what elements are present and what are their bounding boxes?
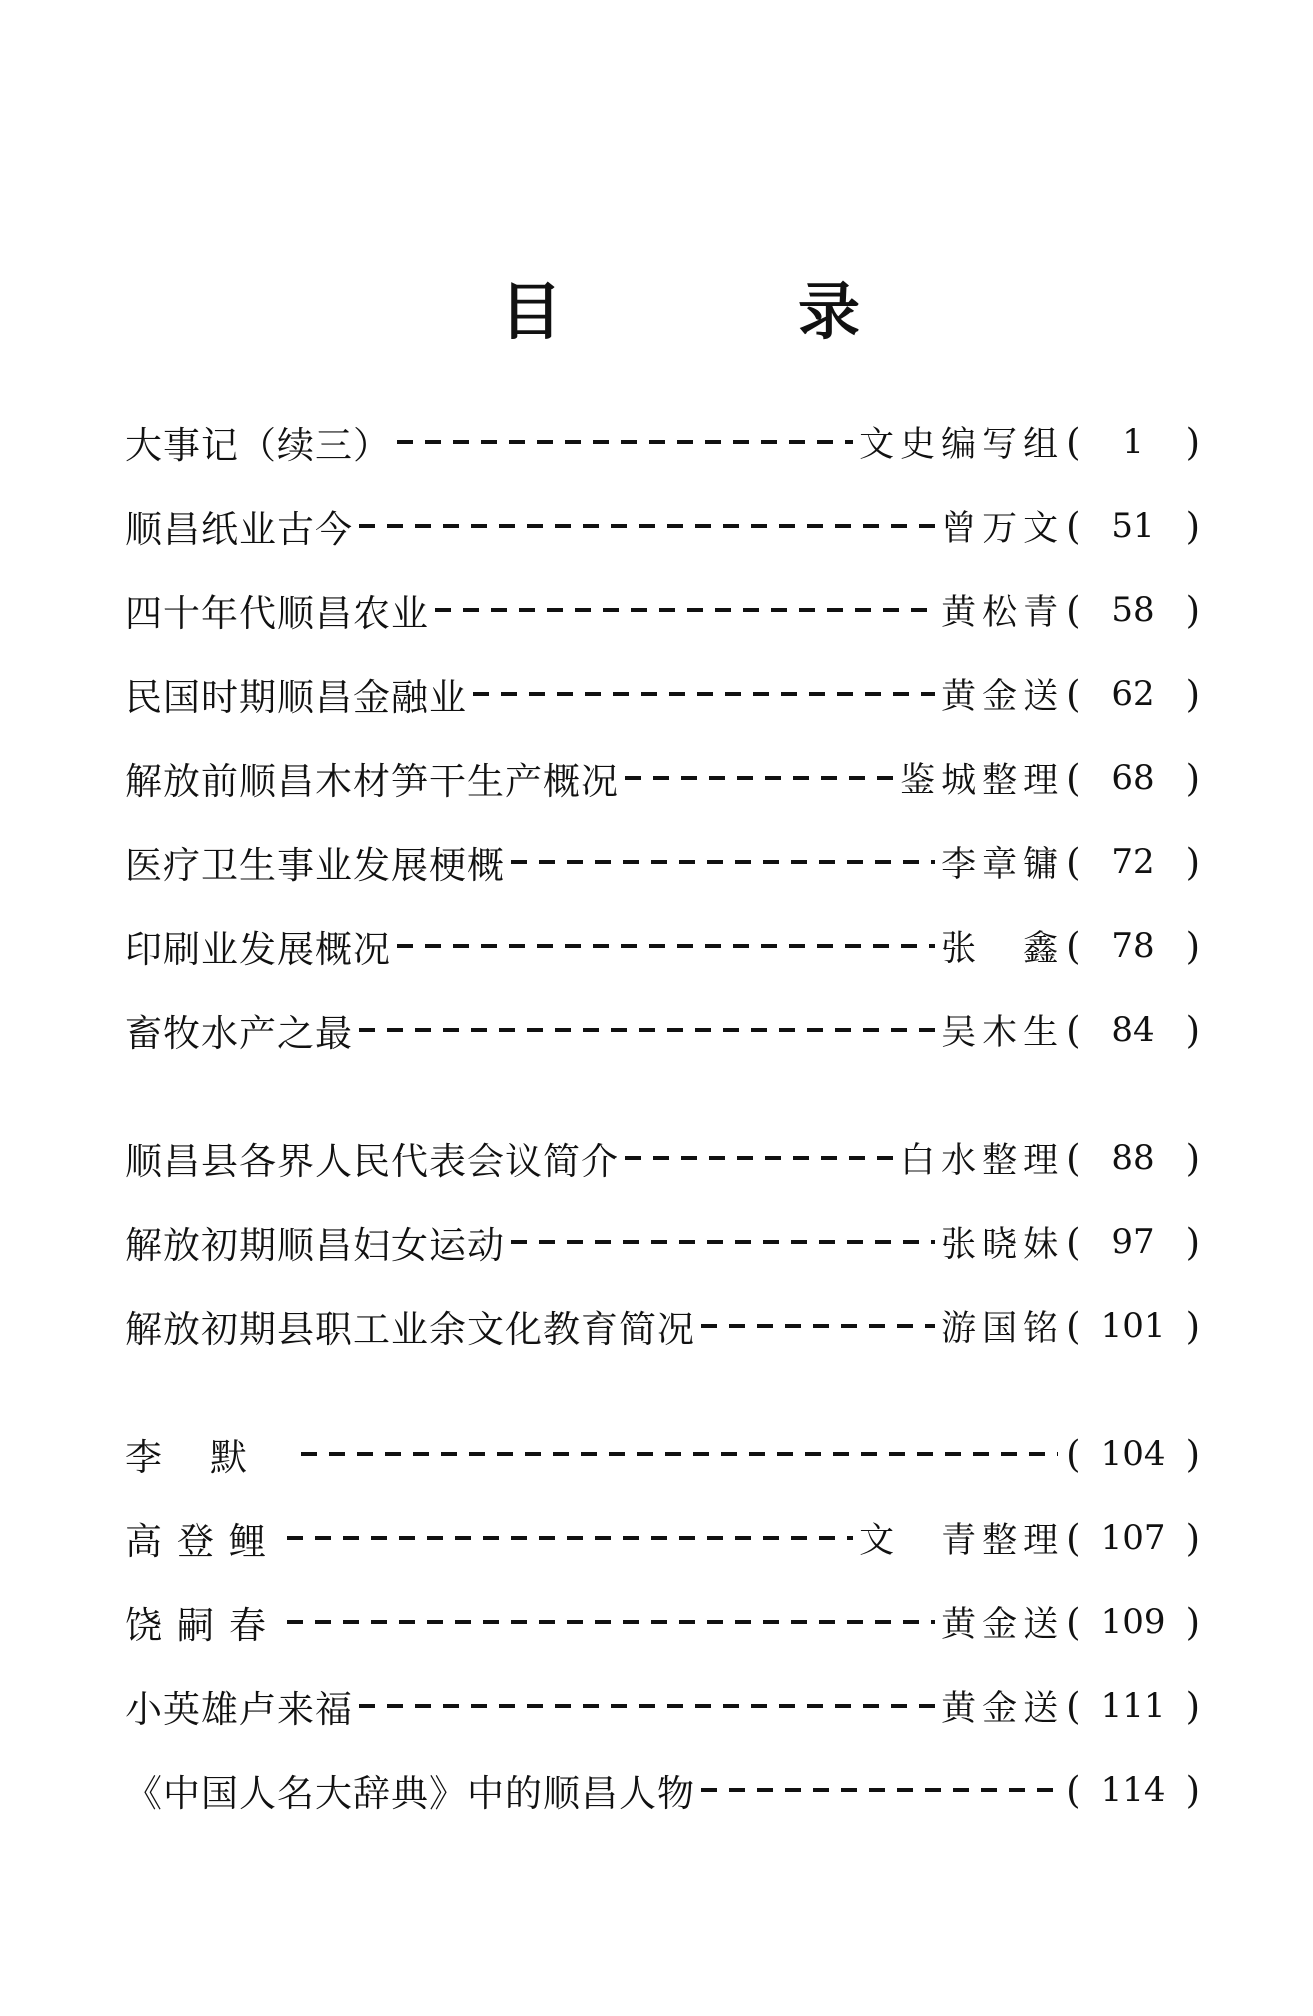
- entry-title: 解放初期顺昌妇女运动: [125, 1224, 505, 1267]
- leader-dashes: [473, 692, 935, 696]
- leader-dashes: [301, 1452, 1058, 1456]
- paren-open: (: [1066, 1516, 1081, 1560]
- paren-open: (: [1066, 1768, 1081, 1812]
- paren-close: ): [1185, 756, 1200, 800]
- toc-entry[interactable]: [125, 748, 1200, 808]
- paren-open: (: [1066, 672, 1081, 716]
- entry-author: 吴木生: [941, 1013, 1065, 1053]
- entry-title: 顺昌县各界人民代表会议简介: [125, 1140, 619, 1183]
- paren-open: (: [1066, 1304, 1081, 1348]
- entry-page-number: 107: [1100, 1518, 1166, 1558]
- entry-page-number: 114: [1100, 1770, 1166, 1810]
- leader-dashes: [359, 524, 935, 528]
- entry-title: 饶嗣春: [125, 1604, 281, 1647]
- paren-close: ): [1185, 504, 1200, 548]
- title-char-1: 目: [500, 275, 563, 348]
- entry-author: 黄金送: [941, 677, 1065, 717]
- entry-title: 四十年代顺昌农业: [125, 592, 429, 635]
- leader-dashes: [397, 944, 935, 948]
- entry-author: 黄松青: [941, 593, 1065, 633]
- entry-page-number: 104: [1100, 1434, 1166, 1474]
- leader-dashes: [701, 1788, 1058, 1792]
- entry-page-number: 72: [1111, 842, 1155, 882]
- entry-page-number: 78: [1111, 926, 1155, 966]
- entry-title: 解放前顺昌木材笋干生产概况: [125, 760, 619, 803]
- entry-page-number: 68: [1111, 758, 1155, 798]
- entry-author: 张晓妹: [941, 1225, 1065, 1265]
- entry-author: 李章镛: [941, 845, 1065, 885]
- leader-dashes: [625, 1156, 894, 1160]
- toc-entry[interactable]: [125, 496, 1200, 556]
- entry-title: 李默: [125, 1436, 295, 1479]
- paren-open: (: [1066, 756, 1081, 800]
- toc-entry[interactable]: [125, 664, 1200, 724]
- title-char-2: 录: [797, 275, 860, 348]
- toc-entry[interactable]: [125, 412, 1200, 472]
- entry-title: 医疗卫生事业发展梗概: [125, 844, 505, 887]
- toc-entry[interactable]: [125, 1592, 1200, 1652]
- paren-close: ): [1185, 672, 1200, 716]
- paren-open: (: [1066, 840, 1081, 884]
- leader-dashes: [511, 1240, 935, 1244]
- entry-page-number: 88: [1111, 1138, 1155, 1178]
- paren-close: ): [1185, 1432, 1200, 1476]
- entry-author: 游国铭: [941, 1309, 1065, 1349]
- paren-open: (: [1066, 588, 1081, 632]
- paren-open: (: [1066, 924, 1081, 968]
- entry-page-number: 62: [1111, 674, 1155, 714]
- paren-close: ): [1185, 588, 1200, 632]
- entry-page-number: 84: [1111, 1010, 1155, 1050]
- paren-open: (: [1066, 504, 1081, 548]
- entry-page-number: 58: [1111, 590, 1155, 630]
- entry-title: 解放初期县职工业余文化教育简况: [125, 1308, 695, 1351]
- leader-dashes: [435, 608, 935, 612]
- toc-entry[interactable]: [125, 1296, 1200, 1356]
- paren-close: ): [1185, 840, 1200, 884]
- entry-author: 黄金送: [941, 1605, 1065, 1645]
- entry-author: 文史编写组: [859, 425, 1065, 465]
- paren-close: ): [1185, 1684, 1200, 1728]
- toc-entry[interactable]: [125, 1676, 1200, 1736]
- paren-close: ): [1185, 924, 1200, 968]
- leader-dashes: [287, 1620, 935, 1624]
- leader-dashes: [287, 1536, 853, 1540]
- paren-open: (: [1066, 1136, 1081, 1180]
- leader-dashes: [625, 776, 894, 780]
- entry-title: 民国时期顺昌金融业: [125, 676, 467, 719]
- entry-page-number: 111: [1100, 1686, 1166, 1726]
- paren-open: (: [1066, 1600, 1081, 1644]
- toc-entry[interactable]: [125, 1128, 1200, 1188]
- paren-open: (: [1066, 1432, 1081, 1476]
- paren-close: ): [1185, 1516, 1200, 1560]
- entry-author: 曾万文: [941, 509, 1065, 549]
- toc-entry[interactable]: [125, 1212, 1200, 1272]
- entry-title: 顺昌纸业古今: [125, 508, 353, 551]
- paren-close: ): [1185, 1220, 1200, 1264]
- paren-close: ): [1185, 1136, 1200, 1180]
- paren-open: (: [1066, 420, 1081, 464]
- leader-dashes: [701, 1324, 935, 1328]
- leader-dashes: [511, 860, 935, 864]
- toc-entry[interactable]: [125, 580, 1200, 640]
- entry-page-number: 101: [1100, 1306, 1166, 1346]
- leader-dashes: [359, 1028, 935, 1032]
- entry-author: 白水整理: [900, 1141, 1065, 1181]
- toc-entry[interactable]: [125, 1760, 1200, 1820]
- entry-page-number: 109: [1100, 1602, 1166, 1642]
- leader-dashes: [359, 1704, 935, 1708]
- entry-title: 高登鲤: [125, 1520, 281, 1563]
- entry-title: 小英雄卢来福: [125, 1688, 353, 1731]
- toc-entry[interactable]: [125, 832, 1200, 892]
- paren-close: ): [1185, 1768, 1200, 1812]
- paren-close: ): [1185, 1304, 1200, 1348]
- entry-author: 文 青整理: [859, 1521, 1065, 1561]
- toc-entry[interactable]: [125, 1508, 1200, 1568]
- entry-title: 大事记（续三）: [125, 424, 391, 467]
- entry-author: 黄金送: [941, 1689, 1065, 1729]
- page-title: [500, 262, 860, 351]
- paren-open: (: [1066, 1684, 1081, 1728]
- leader-dashes: [397, 440, 853, 444]
- entry-author: 张 鑫: [941, 929, 1065, 969]
- paren-open: (: [1066, 1220, 1081, 1264]
- entry-title: 印刷业发展概况: [125, 928, 391, 971]
- paren-close: ): [1185, 1008, 1200, 1052]
- toc-entry[interactable]: [125, 1424, 1200, 1484]
- toc-entry[interactable]: [125, 1000, 1200, 1060]
- entry-title: 畜牧水产之最: [125, 1012, 353, 1055]
- paren-close: ): [1185, 1600, 1200, 1644]
- toc-entry[interactable]: [125, 916, 1200, 976]
- entry-author: 鉴城整理: [900, 761, 1065, 801]
- entry-title: 《中国人名大辞典》中的顺昌人物: [125, 1772, 695, 1815]
- paren-open: (: [1066, 1008, 1081, 1052]
- entry-page-number: 1: [1122, 422, 1144, 462]
- entry-page-number: 51: [1111, 506, 1155, 546]
- entry-page-number: 97: [1111, 1222, 1155, 1262]
- paren-close: ): [1185, 420, 1200, 464]
